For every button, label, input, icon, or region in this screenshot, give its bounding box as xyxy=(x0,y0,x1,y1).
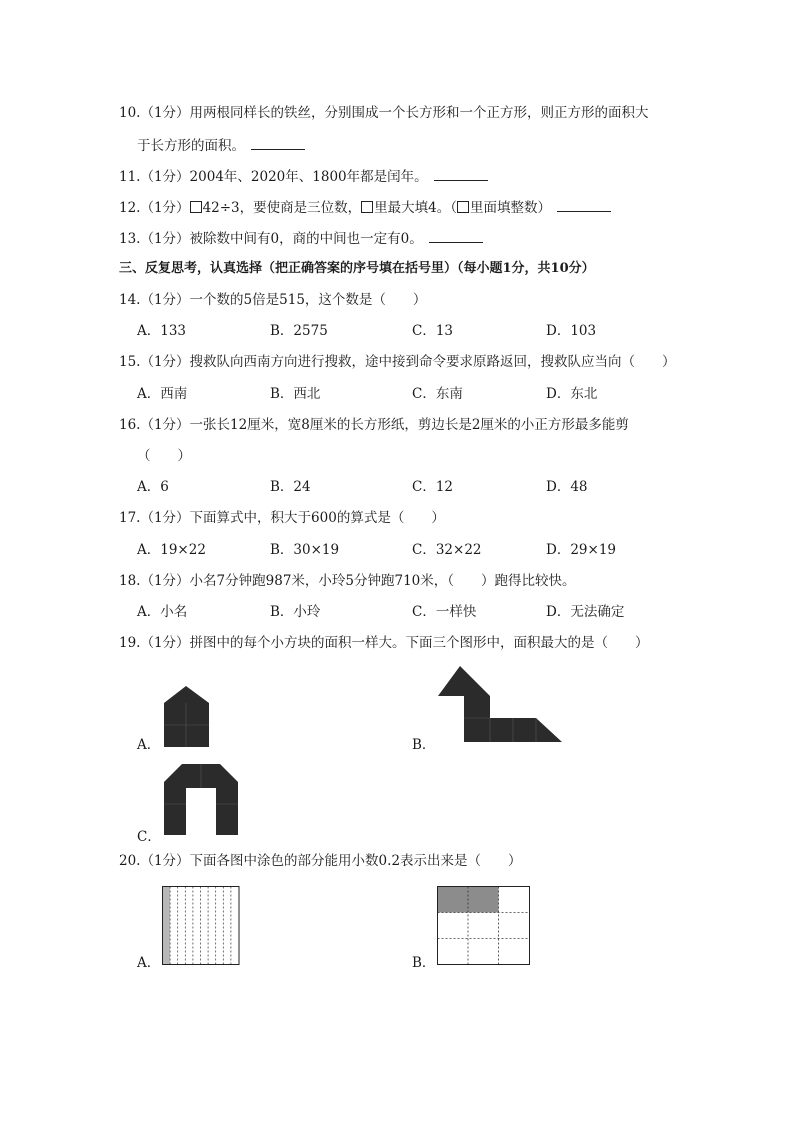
answer-blank[interactable] xyxy=(251,135,305,150)
option-a[interactable]: A．133 xyxy=(137,323,187,339)
puzzle-house-figure xyxy=(164,686,210,748)
option-a[interactable]: A．小名 xyxy=(137,604,188,620)
box-placeholder-icon xyxy=(457,201,469,213)
option-b[interactable]: B．30×19 xyxy=(270,542,340,558)
tenths-strip-grid-figure xyxy=(162,886,240,966)
question-11-text: 11.（1分）2004年、2020年、1800年都是闰年。 xyxy=(119,169,428,185)
question-12-part3: 里面填整数） xyxy=(470,200,551,216)
question-12 xyxy=(119,197,611,217)
option-b[interactable]: B． xyxy=(412,955,436,971)
question-10-line1: 10.（1分）用两根同样长的铁丝，分别围成一个长方形和一个正方形，则正方形的面积大 xyxy=(119,105,649,121)
option-a[interactable]: A．6 xyxy=(137,479,169,495)
option-d[interactable]: D．103 xyxy=(546,323,597,339)
question-13 xyxy=(119,228,483,248)
option-c[interactable]: C．一样快 xyxy=(412,604,477,620)
option-d[interactable]: D．48 xyxy=(546,479,588,495)
question-17: 17.（1分）下面算式中，积大于600的算式是（ ） xyxy=(119,510,445,526)
answer-blank[interactable] xyxy=(434,166,488,181)
option-b[interactable]: B．24 xyxy=(270,479,311,495)
question-10-text: 于长方形的面积。 xyxy=(137,138,245,154)
question-11 xyxy=(119,166,488,186)
question-13-text: 13.（1分）被除数中间有0，商的中间也一定有0。 xyxy=(119,231,423,247)
option-a[interactable]: A．西南 xyxy=(137,386,188,402)
option-d[interactable]: D．29×19 xyxy=(546,542,616,558)
option-c[interactable]: C．东南 xyxy=(412,386,463,402)
three-by-three-grid-figure xyxy=(437,886,531,966)
option-a[interactable]: A． xyxy=(137,737,161,753)
option-c[interactable]: C．13 xyxy=(412,323,454,339)
question-14: 14.（1分）一个数的5倍是515，这个数是（ ） xyxy=(119,292,427,308)
section-3-title: 三、反复思考，认真选择（把正确答案的序号填在括号里）（每小题1分，共10分） xyxy=(119,261,595,276)
question-12-prefix: 12.（1分） xyxy=(119,200,190,216)
question-16-line2: （ ） xyxy=(137,448,191,464)
option-a[interactable]: A． xyxy=(137,955,161,971)
option-a[interactable]: A．19×22 xyxy=(137,542,206,558)
option-c[interactable]: C． xyxy=(137,829,161,845)
question-16-line1: 16.（1分）一张长12厘米，宽8厘米的长方形纸，剪边长是2厘米的小正方形最多能剪 xyxy=(119,417,629,433)
question-15: 15.（1分）搜救队向西南方向进行搜救，途中接到命令要求原路返回，搜救队应当向（ ） xyxy=(119,354,676,370)
answer-blank[interactable] xyxy=(429,228,483,243)
puzzle-arch-figure xyxy=(164,764,240,836)
question-12-part1: 42÷3，要使商是三位数， xyxy=(202,200,362,216)
answer-blank[interactable] xyxy=(557,197,611,212)
option-c[interactable]: C．32×22 xyxy=(412,542,482,558)
option-b[interactable]: B．2575 xyxy=(270,323,328,339)
option-d[interactable]: D．东北 xyxy=(546,386,598,402)
option-b[interactable]: B．西北 xyxy=(270,386,321,402)
option-c[interactable]: C．12 xyxy=(412,479,454,495)
question-18: 18.（1分）小名7分钟跑987米，小玲5分钟跑710米，（ ）跑得比较快。 xyxy=(119,573,576,589)
question-20: 20.（1分）下面各图中涂色的部分能用小数0.2表示出来是（ ） xyxy=(119,853,522,869)
option-d[interactable]: D．无法确定 xyxy=(546,604,625,620)
option-b[interactable]: B． xyxy=(412,737,436,753)
option-b[interactable]: B．小玲 xyxy=(270,604,321,620)
box-placeholder-icon xyxy=(190,201,202,213)
question-19: 19.（1分）拼图中的每个小方块的面积一样大。下面三个图形中，面积最大的是（ ） xyxy=(119,635,649,651)
question-10-line2 xyxy=(137,135,305,155)
question-12-part2: 里最大填4。（ xyxy=(374,200,457,216)
puzzle-duck-figure xyxy=(438,666,564,746)
box-placeholder-icon xyxy=(361,201,373,213)
